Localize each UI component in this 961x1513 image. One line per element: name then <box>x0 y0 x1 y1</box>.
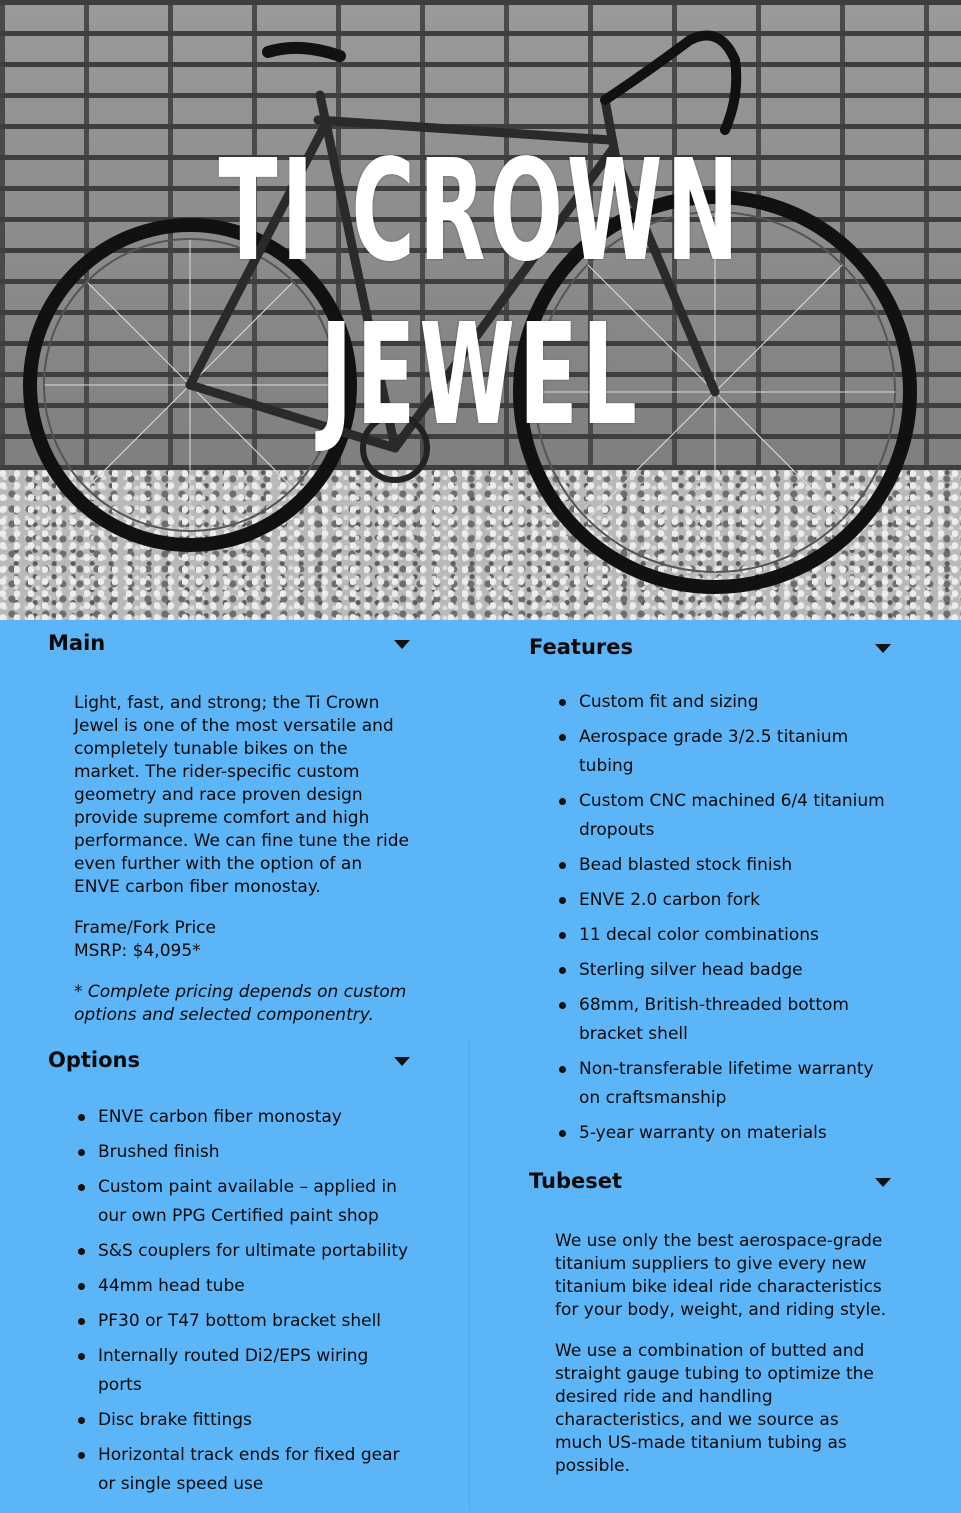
tubeset-heading: Tubeset <box>529 1169 623 1193</box>
column-divider <box>469 1040 470 1510</box>
list-item: 44mm head tube <box>98 1272 410 1301</box>
pricing-note: * Complete pricing depends on custom options and selected componentry. <box>74 982 407 1025</box>
list-item: ENVE carbon fiber monostay <box>98 1103 410 1132</box>
list-item: Custom fit and sizing <box>579 688 891 717</box>
features-accordion-header[interactable] <box>529 632 891 662</box>
list-item: Sterling silver head badge <box>579 956 891 985</box>
list-item: Non-transferable lifetime warranty on craftsmanship <box>579 1055 891 1113</box>
list-item: 11 decal color combinations <box>579 921 891 950</box>
hero-title-line-1: TI CROWN <box>218 130 743 293</box>
caret-down-icon[interactable] <box>875 644 891 653</box>
options-accordion-header[interactable] <box>48 1045 410 1075</box>
list-item: Disc brake fittings <box>98 1406 410 1435</box>
list-item: Aerospace grade 3/2.5 titanium tubing <box>579 723 891 781</box>
tubeset-accordion-header[interactable] <box>529 1166 891 1196</box>
main-content <box>74 692 410 1027</box>
msrp-price: MSRP: $4,095* <box>74 941 201 961</box>
options-heading: Options <box>48 1048 140 1072</box>
tubeset-paragraph-1: We use only the best aerospace-grade titanium suppliers to give every new titanium bike ideal ride characteristics for your body, weight, and riding style. <box>555 1231 887 1320</box>
list-item: Bead blasted stock finish <box>579 851 891 880</box>
list-item: 5-year warranty on materials <box>579 1119 891 1148</box>
list-item: Brushed finish <box>98 1138 410 1167</box>
main-heading: Main <box>48 631 106 655</box>
product-details <box>0 620 961 1513</box>
caret-down-icon[interactable] <box>875 1178 891 1187</box>
hero-title-line-2: JEWEL <box>320 294 641 457</box>
caret-down-icon[interactable] <box>394 1057 410 1066</box>
list-item: ENVE 2.0 carbon fork <box>579 886 891 915</box>
features-heading: Features <box>529 635 633 659</box>
main-description: Light, fast, and strong; the Ti Crown Jewel is one of the most versatile and completely tunable bikes on the market. The rider-specific custom geometry and race proven design provide supreme comfort and high performance. We can fine tune the ride even further with the option of an ENVE carbon fiber monostay. <box>74 693 409 897</box>
main-accordion-header[interactable] <box>48 628 410 658</box>
caret-down-icon[interactable] <box>394 640 410 649</box>
hero-banner <box>0 0 961 620</box>
list-item: Custom CNC machined 6/4 titanium dropouts <box>579 787 891 845</box>
list-item: 68mm, British-threaded bottom bracket shell <box>579 991 891 1049</box>
left-column <box>48 620 410 1505</box>
features-list <box>529 688 891 1148</box>
price-label: Frame/Fork Price <box>74 918 216 938</box>
right-column <box>529 620 891 1496</box>
list-item: PF30 or T47 bottom bracket shell <box>98 1307 410 1336</box>
tubeset-paragraph-2: We use a combination of butted and straight gauge tubing to optimize the desired ride and handling characteristics, and we source as much US-made titanium tubing as possible. <box>555 1341 874 1476</box>
options-list <box>48 1103 410 1499</box>
list-item: Horizontal track ends for fixed gear or single speed use <box>98 1441 410 1499</box>
tubeset-content <box>555 1230 891 1478</box>
list-item: Internally routed Di2/EPS wiring ports <box>98 1342 410 1400</box>
list-item: S&S couplers for ultimate portability <box>98 1237 410 1266</box>
list-item: Custom paint available – applied in our own PPG Certified paint shop <box>98 1173 410 1231</box>
